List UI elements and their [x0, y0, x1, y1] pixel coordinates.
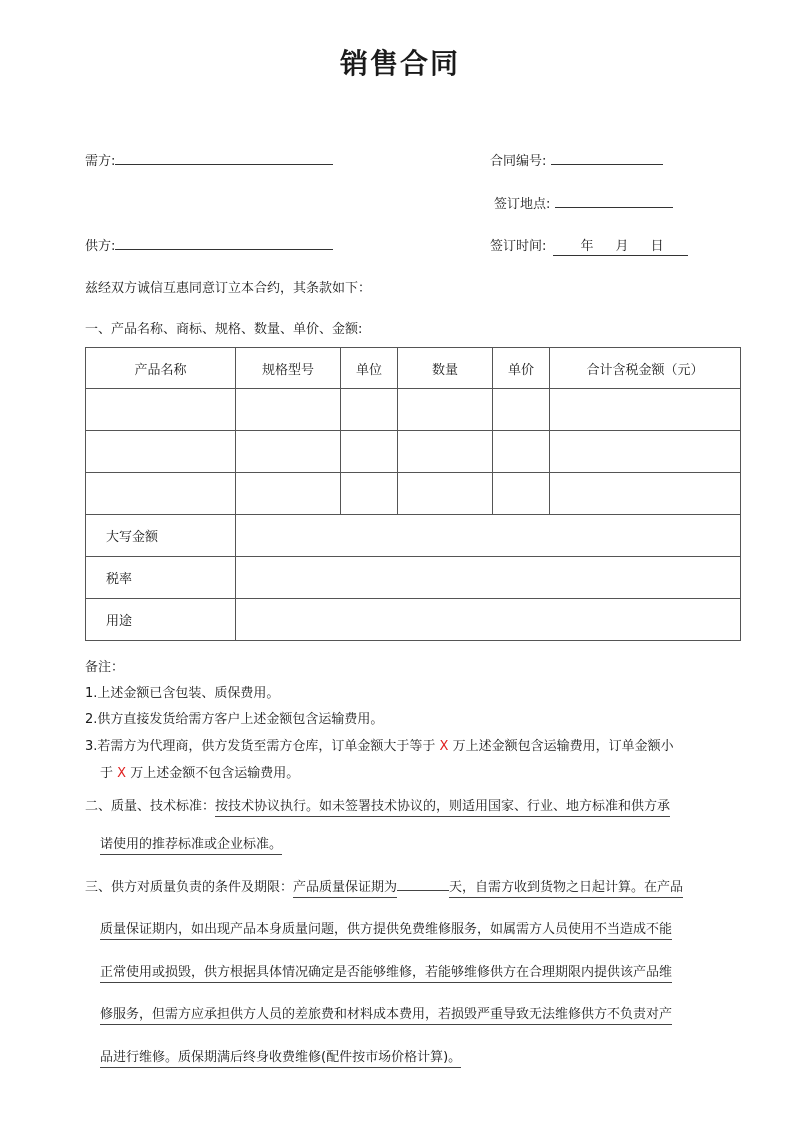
- header-quantity: 数量: [398, 348, 493, 389]
- seller-field[interactable]: [85, 235, 333, 254]
- section-3-text: 产品质量保证期为: [293, 880, 397, 898]
- header-total-amount: 合计含税金额（元）: [550, 348, 741, 389]
- header-unit: 单位: [341, 348, 398, 389]
- month-label: 月: [615, 239, 629, 254]
- buyer-blank[interactable]: [115, 150, 333, 165]
- section-2-line-2: [100, 833, 282, 852]
- note-2: 2.供方直接发货给需方客户上述金额包含运输费用。: [85, 712, 384, 727]
- table-cell[interactable]: [236, 431, 341, 473]
- tax-rate-label: 税率: [86, 557, 236, 599]
- note-3-text-d: 万上述金额不包含运输费用。: [130, 766, 300, 781]
- section-3-text: 质量保证期内，如出现产品本身质量问题，供方提供免费维修服务，如属需方人员使用不当造成不能: [100, 922, 672, 940]
- section-2-heading: 二、质量、技术标准：: [85, 799, 216, 814]
- sign-time-field[interactable]: [490, 235, 688, 256]
- table-cell[interactable]: [550, 431, 741, 473]
- document-title: 销售合同: [339, 47, 460, 80]
- header-spec-model: 规格型号: [236, 348, 341, 389]
- amount-in-words-value[interactable]: [236, 515, 741, 557]
- section-3-text: 正常使用或损毁，供方根据具体情况确定是否能够维修，若能够维修供方在合理期限内提供该产品维: [100, 965, 672, 983]
- section-3-text: 天，自需方收到货物之日起计算。在产品: [449, 880, 683, 898]
- note-3-line-1: [85, 735, 674, 754]
- table-cell[interactable]: [398, 389, 493, 431]
- notes-title: 备注：: [85, 660, 125, 675]
- table-cell[interactable]: [86, 473, 236, 515]
- header-unit-price: 单价: [493, 348, 550, 389]
- table-cell[interactable]: [493, 389, 550, 431]
- contract-no-blank[interactable]: [551, 150, 663, 165]
- table-row: [86, 431, 741, 473]
- purpose-row: [86, 599, 741, 641]
- year-label: 年: [580, 239, 594, 254]
- purpose-value[interactable]: [236, 599, 741, 641]
- amount-in-words-label: 大写金额: [86, 515, 236, 557]
- table-cell[interactable]: [86, 431, 236, 473]
- section-3-line-3: [100, 961, 672, 980]
- amount-in-words-row: [86, 515, 741, 557]
- table-header-row: [86, 348, 741, 389]
- note-3-text-c: 于: [100, 766, 114, 781]
- section-3-heading: 三、供方对质量负责的条件及期限：: [85, 880, 294, 895]
- table-row: [86, 473, 741, 515]
- section-3-line-4: [100, 1003, 672, 1022]
- table-cell[interactable]: [341, 473, 398, 515]
- day-label: 日: [650, 239, 664, 254]
- note-3-text-b: 万上述金额包含运输费用，订单金额小: [452, 739, 674, 754]
- product-table: [85, 347, 741, 641]
- table-cell[interactable]: [236, 473, 341, 515]
- tax-rate-value[interactable]: [236, 557, 741, 599]
- table-cell[interactable]: [550, 389, 741, 431]
- sign-place-blank[interactable]: [555, 193, 673, 208]
- buyer-field[interactable]: [85, 150, 333, 169]
- table-row: [86, 389, 741, 431]
- section-3-text: 品进行维修。质保期满后终身收费维修(配件按市场价格计算)。: [100, 1050, 461, 1068]
- table-cell[interactable]: [550, 473, 741, 515]
- table-cell[interactable]: [86, 389, 236, 431]
- seller-blank[interactable]: [115, 235, 333, 250]
- section-1-heading: 一、产品名称、商标、规格、数量、单价、金额:: [85, 322, 363, 337]
- contract-no-field[interactable]: [490, 150, 663, 169]
- section-3-line-1: [85, 876, 683, 895]
- buyer-label: 需方:: [85, 154, 116, 169]
- section-3-line-2: [100, 918, 672, 937]
- note-1: 1.上述金额已含包装、质保费用。: [85, 686, 280, 701]
- section-2-line-1: [85, 795, 670, 814]
- section-3-text: 修服务，但需方应承担供方人员的差旅费和材料成本费用，若损毁严重导致无法维修供方不负责对产: [100, 1007, 672, 1025]
- note-3-line-2: [100, 762, 299, 781]
- sign-place-label: 签订地点:: [494, 197, 551, 212]
- note-3-x-value: X: [117, 766, 127, 781]
- note-3-x-value: X: [439, 739, 449, 754]
- contract-no-label: 合同编号:: [490, 154, 547, 169]
- tax-rate-row: [86, 557, 741, 599]
- purpose-label: 用途: [86, 599, 236, 641]
- table-cell[interactable]: [341, 431, 398, 473]
- warranty-days-blank[interactable]: [397, 888, 449, 891]
- sign-time-label: 签订时间:: [490, 239, 547, 254]
- seller-label: 供方:: [85, 239, 116, 254]
- sign-place-field[interactable]: [494, 193, 673, 212]
- table-cell[interactable]: [341, 389, 398, 431]
- section-2-text: 诺使用的推荐标准或企业标准。: [100, 837, 282, 855]
- section-3-line-5: [100, 1046, 461, 1065]
- table-cell[interactable]: [493, 431, 550, 473]
- header-product-name: 产品名称: [86, 348, 236, 389]
- intro-text: 兹经双方诚信互惠同意订立本合约，其条款如下：: [85, 281, 372, 296]
- table-cell[interactable]: [398, 473, 493, 515]
- table-cell[interactable]: [398, 431, 493, 473]
- note-3-text-a: 3.若需方为代理商，供方发货至需方仓库，订单金额大于等于: [85, 739, 436, 754]
- table-cell[interactable]: [236, 389, 341, 431]
- sign-time-blank[interactable]: [553, 235, 688, 256]
- section-2-text: 按技术协议执行。如未签署技术协议的，则适用国家、行业、地方标准和供方承: [215, 799, 670, 817]
- table-cell[interactable]: [493, 473, 550, 515]
